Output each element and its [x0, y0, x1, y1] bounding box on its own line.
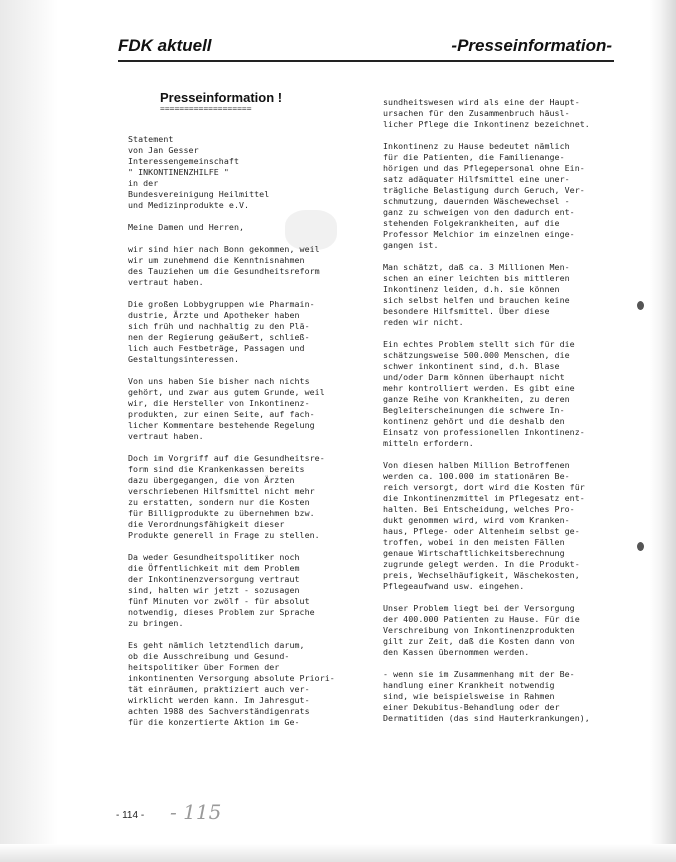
paragraph: [383, 97, 629, 130]
text-line: trägliche Belastigung durch Geruch, Ver-: [383, 185, 585, 195]
text-line: Gestaltungsinteressen.: [128, 354, 239, 364]
text-line: produkten, zur einen Seite, auf fach-: [128, 409, 315, 419]
text-line: wir sind hier nach Bonn gekommen, weil: [128, 244, 320, 254]
text-line: gangen ist.: [383, 240, 439, 250]
text-line: Bundesvereinigung Heilmittel: [128, 189, 270, 199]
header-section-name: -Presseinformation-: [451, 36, 612, 55]
text-line: verschriebenen Hilfsmittel nicht mehr: [128, 486, 315, 496]
paragraph: [128, 244, 360, 288]
paragraph: [383, 460, 629, 592]
text-line: genaue Wirtschaftlichkeitsberechnung: [383, 548, 565, 558]
paragraph: [128, 134, 360, 211]
text-line: Von diesen halben Million Betroffenen: [383, 460, 570, 470]
text-line: Produkte generell in Frage zu stellen.: [128, 530, 320, 540]
text-line: form sind die Krankenkassen bereits: [128, 464, 305, 474]
text-line: zu erstatten, sondern nur die Kosten: [128, 497, 310, 507]
text-line: Ein echtes Problem stellt sich für die: [383, 339, 575, 349]
text-line: zu bringen.: [128, 618, 184, 628]
text-line: licher Pflege die Inkontinenz bezeichnet.: [383, 119, 590, 129]
handwritten-page-number: - 115: [170, 800, 222, 824]
scan-shadow-bottom: [0, 844, 676, 862]
text-line: einer Dekubitus-Behandlung oder der: [383, 702, 560, 712]
text-line: Da weder Gesundheitspolitiker noch: [128, 552, 300, 562]
text-line: ganz zu schweigen von den dadurch ent-: [383, 207, 575, 217]
text-line: für die Patienten, die Familienange-: [383, 152, 565, 162]
text-line: wir um zunehmend die Kenntnisnahmen: [128, 255, 305, 265]
text-line: ganze Reihe von Krankheiten, zu deren: [383, 394, 570, 404]
text-line: satz adäquater Hilfsmittel eine uner-: [383, 174, 570, 184]
header-rule: [118, 60, 614, 62]
text-line: handlung einer Krankheit notwendig: [383, 680, 555, 690]
punch-hole: [637, 542, 644, 551]
paragraph: [383, 603, 629, 658]
text-line: kontinenz gehört und die deshalb den: [383, 416, 565, 426]
text-line: schwer inkontinent sind, d.h. Blase: [383, 361, 560, 371]
text-line: des Tauziehen um die Gesundheitsreform: [128, 266, 320, 276]
text-line: hörigen und das Pflegepersonal ohne Ein-: [383, 163, 585, 173]
text-line: in der: [128, 178, 159, 188]
text-line: Statement: [128, 134, 174, 144]
text-line: zugrunde gelegt werden. In die Produkt-: [383, 559, 580, 569]
text-line: die Verordnungsfähigkeit dieser: [128, 519, 285, 529]
text-line: nen der Regierung geäußert, schließ-: [128, 332, 310, 342]
text-line: mitteln erfordern.: [383, 438, 474, 448]
paragraph: [128, 299, 360, 365]
text-line: Pflegeaufwand usw. eingehen.: [383, 581, 525, 591]
text-line: Meine Damen und Herren,: [128, 222, 245, 232]
text-line: Verschreibung von Inkontinenzprodukten: [383, 625, 575, 635]
text-line: Dermatitiden (das sind Hauterkrankungen),: [383, 713, 590, 723]
text-line: reden wir nicht.: [383, 317, 464, 327]
text-line: gilt zur Zeit, daß die Kosten dann von: [383, 636, 575, 646]
text-line: " INKONTINENZHILFE ": [128, 167, 229, 177]
text-line: vertraut haben.: [128, 431, 204, 441]
text-line: sich früh und nachhaltig zu den Plä-: [128, 321, 310, 331]
text-line: sind, halten wir jetzt - sozusagen: [128, 585, 300, 595]
text-line: der 400.000 Patienten zu Hause. Für die: [383, 614, 580, 624]
scan-shadow-right: [650, 0, 676, 862]
text-line: wir, die Hersteller von Inkontinenz-: [128, 398, 310, 408]
text-line: Es geht nämlich letztendlich darum,: [128, 640, 305, 650]
text-line: wirklicht werden kann. Im Jahresgut-: [128, 695, 310, 705]
text-line: gehört, und zwar aus gutem Grunde, weil: [128, 387, 325, 397]
punch-hole: [637, 301, 644, 310]
text-line: achten 1988 des Sachverständigenrats: [128, 706, 310, 716]
text-line: inkontinenten Versorgung absolute Priori-: [128, 673, 335, 683]
text-line: lich auch Festbeträge, Passagen und: [128, 343, 305, 353]
text-line: Die großen Lobbygruppen wie Pharmain-: [128, 299, 315, 309]
document-title-underline: ===================: [160, 104, 252, 113]
text-line: dukt genommen wird, wird vom Kranken-: [383, 515, 570, 525]
paragraph: [128, 453, 360, 541]
text-line: die Inkontinenzmittel im Pflegesatz ent-: [383, 493, 585, 503]
text-line: schen an einer leichten bis mittleren: [383, 273, 570, 283]
text-line: und Medizinprodukte e.V.: [128, 200, 250, 210]
page-number: - 114 -: [116, 810, 145, 821]
text-line: von Jan Gesser: [128, 145, 199, 155]
text-line: und/oder Darm können überhaupt nicht: [383, 372, 565, 382]
text-line: notwendig, dieses Problem zur Sprache: [128, 607, 315, 617]
text-line: preis, Wechselhäufigkeit, Wäschekosten,: [383, 570, 580, 580]
text-line: dustrie, Ärzte und Apotheker haben: [128, 310, 300, 320]
right-text-column: [383, 97, 629, 735]
text-line: der Inkontinenzversorgung vertraut: [128, 574, 300, 584]
paragraph: [128, 640, 360, 728]
text-line: stehenden Folgekrankheiten, auf die: [383, 218, 560, 228]
text-line: den Kassen übernommen werden.: [383, 647, 530, 657]
text-line: troffen, wobei in den meisten Fällen: [383, 537, 565, 547]
text-line: Doch im Vorgriff auf die Gesundheitsre-: [128, 453, 325, 463]
text-line: Inkontinenz leiden, d.h. sie können: [383, 284, 560, 294]
text-line: Man schätzt, daß ca. 3 Millionen Men-: [383, 262, 570, 272]
text-line: Von uns haben Sie bisher nach nichts: [128, 376, 310, 386]
paragraph: [383, 141, 629, 251]
text-line: die Öffentlichkeit mit dem Problem: [128, 563, 300, 573]
scan-shadow-left: [0, 0, 58, 862]
text-line: licher Kommentare bestehende Regelung: [128, 420, 315, 430]
document-title: Presseinformation !: [160, 90, 283, 105]
text-line: für Billigprodukte zu übernehmen bzw.: [128, 508, 315, 518]
text-line: Interessengemeinschaft: [128, 156, 239, 166]
text-line: tät einräumen, praktiziert auch ver-: [128, 684, 310, 694]
paragraph: [128, 222, 360, 233]
text-line: sich selbst helfen und brauchen keine: [383, 295, 570, 305]
text-line: ursachen für den Zusammenbruch häusl-: [383, 108, 570, 118]
text-line: ob die Ausschreibung und Gesund-: [128, 651, 290, 661]
text-line: Unser Problem liegt bei der Versorgung: [383, 603, 575, 613]
text-line: haus, Pflege- oder Altenheim selbst ge-: [383, 526, 580, 536]
text-line: für die konzertierte Aktion im Ge-: [128, 717, 300, 727]
text-line: Begleiterscheinungen die schwere In-: [383, 405, 565, 415]
text-line: halten. Bei Entscheidung, welches Pro-: [383, 504, 575, 514]
text-line: sundheitswesen wird als eine der Haupt-: [383, 97, 580, 107]
paragraph: [128, 552, 360, 629]
text-line: mehr kontrolliert werden. Es gibt eine: [383, 383, 575, 393]
paragraph: [383, 339, 629, 449]
text-line: schmutzung, dauernden Wäschewechsel -: [383, 196, 570, 206]
left-text-column: [128, 134, 360, 739]
text-line: - wenn sie im Zusammenhang mit der Be-: [383, 669, 575, 679]
text-line: vertraut haben.: [128, 277, 204, 287]
text-line: besondere Hilfsmittel. Über diese: [383, 306, 550, 316]
paragraph: [383, 262, 629, 328]
text-line: schätzungsweise 500.000 Menschen, die: [383, 350, 570, 360]
text-line: heitspolitiker über Formen der: [128, 662, 280, 672]
text-line: Professor Melchior im einzelnen einge-: [383, 229, 575, 239]
text-line: fünf Minuten vor zwölf - für absolut: [128, 596, 310, 606]
text-line: sind, wie beispielsweise in Rahmen: [383, 691, 555, 701]
text-line: Einsatz von professionellen Inkontinenz-: [383, 427, 585, 437]
header-publication-name: FDK aktuell: [118, 36, 212, 55]
text-line: dazu übergegangen, die von Ärzten: [128, 475, 295, 485]
text-line: werden ca. 100.000 im stationären Be-: [383, 471, 570, 481]
paragraph: [128, 376, 360, 442]
paragraph: [383, 669, 629, 724]
text-line: reich versorgt, dort wird die Kosten für: [383, 482, 585, 492]
text-line: Inkontinenz zu Hause bedeutet nämlich: [383, 141, 570, 151]
